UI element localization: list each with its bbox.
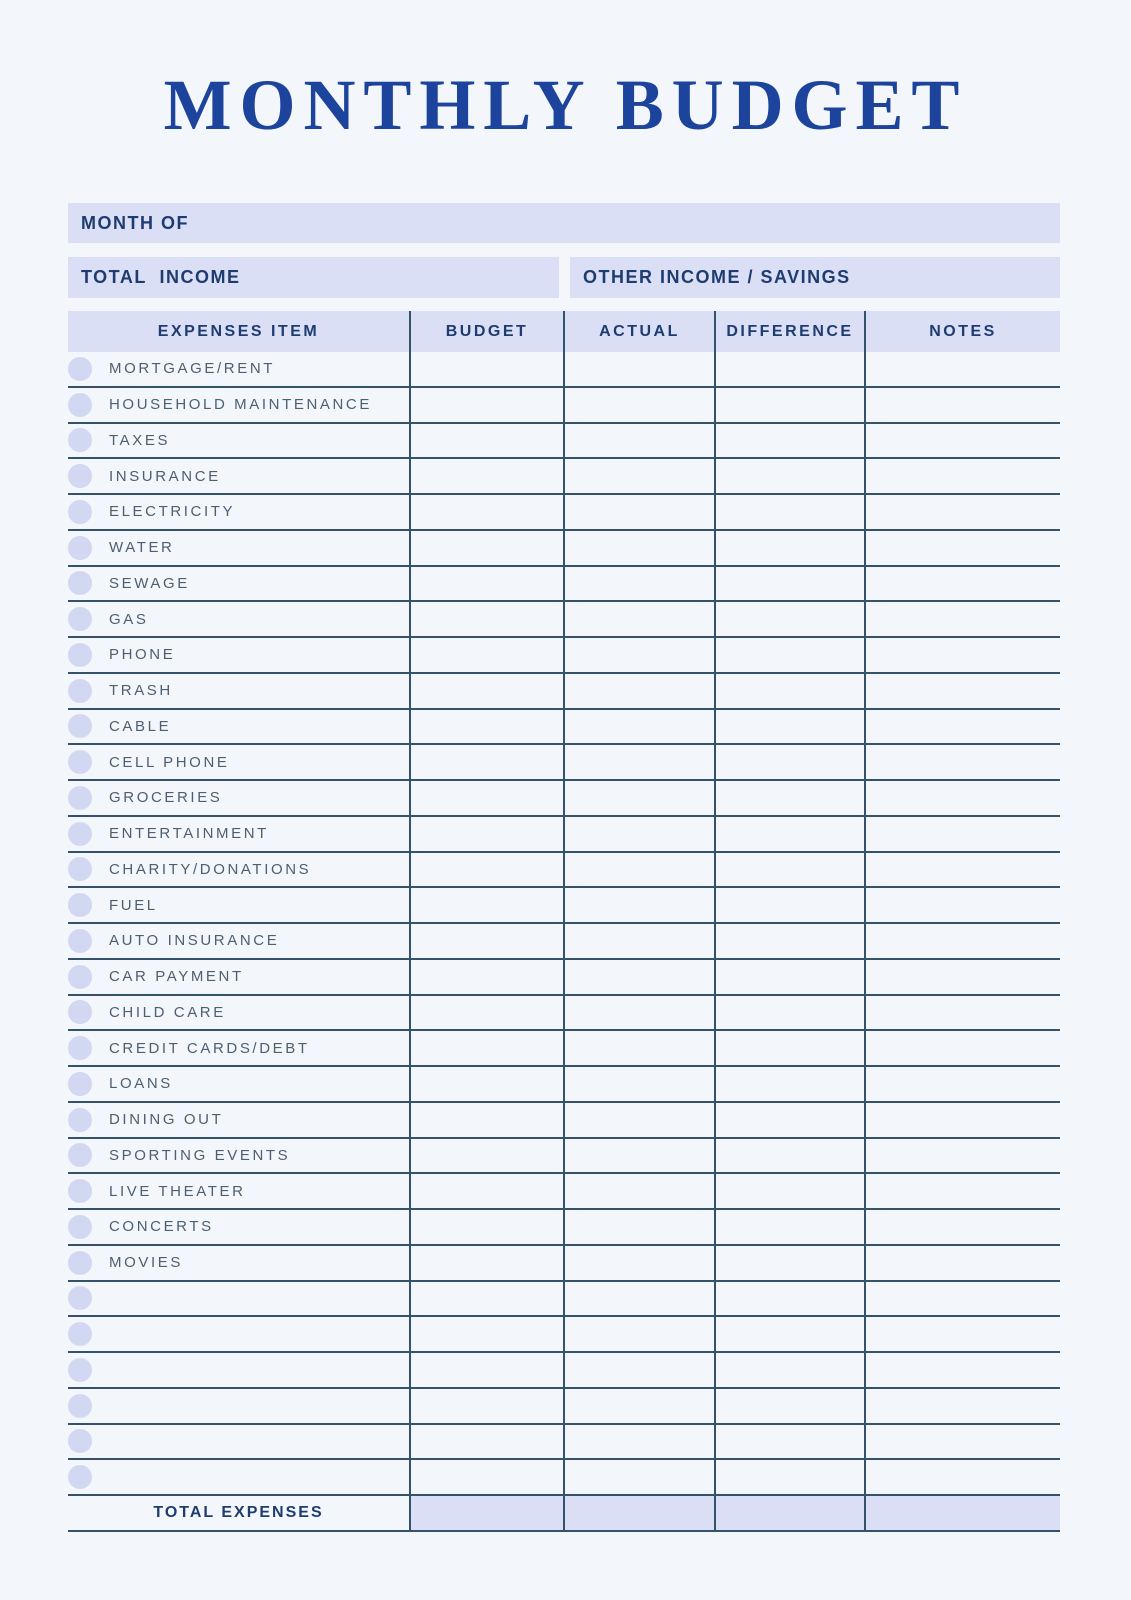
bullet-icon	[68, 929, 92, 953]
expense-item-label: CAR PAYMENT	[109, 968, 244, 986]
budget-cell	[409, 1317, 563, 1353]
bullet-icon	[68, 1143, 92, 1167]
expense-item-label: LOANS	[109, 1075, 173, 1093]
difference-cell	[714, 1103, 864, 1139]
table-row-label-cell	[68, 996, 409, 1032]
table-row-label-cell	[68, 531, 409, 567]
difference-cell	[714, 745, 864, 781]
notes-cell	[864, 817, 1060, 853]
difference-cell	[714, 638, 864, 674]
difference-cell	[714, 817, 864, 853]
budget-cell	[409, 602, 563, 638]
table-row-label-cell	[68, 781, 409, 817]
difference-cell	[714, 924, 864, 960]
notes-cell	[864, 1246, 1060, 1282]
table-row-label-cell	[68, 960, 409, 996]
notes-cell	[864, 853, 1060, 889]
expense-item-label: GAS	[109, 610, 149, 628]
other-income-savings-label: OTHER INCOME / SAVINGS	[583, 267, 851, 287]
table-row-label-cell	[68, 1389, 409, 1425]
column-header-actual: ACTUAL	[563, 311, 714, 352]
table-row-label-cell	[68, 674, 409, 710]
bullet-icon	[68, 786, 92, 810]
actual-cell	[563, 495, 714, 531]
table-row-label-cell	[68, 1425, 409, 1461]
actual-cell	[563, 1031, 714, 1067]
budget-cell	[409, 1031, 563, 1067]
budget-cell	[409, 853, 563, 889]
bullet-icon	[68, 1286, 92, 1310]
bullet-icon	[68, 1429, 92, 1453]
actual-cell	[563, 459, 714, 495]
expense-item-label: TAXES	[109, 431, 171, 449]
bullet-icon	[68, 679, 92, 703]
actual-cell	[563, 1282, 714, 1318]
actual-cell	[563, 567, 714, 603]
notes-cell	[864, 888, 1060, 924]
expense-item-label: ENTERTAINMENT	[109, 825, 269, 843]
budget-cell	[409, 1425, 563, 1461]
other-income-savings-bar	[570, 257, 1060, 298]
expense-item-label: CABLE	[109, 717, 172, 735]
expense-item-label: SPORTING EVENTS	[109, 1146, 291, 1164]
notes-cell	[864, 1353, 1060, 1389]
budget-cell	[409, 745, 563, 781]
budget-cell	[409, 388, 563, 424]
budget-cell	[409, 1103, 563, 1139]
expense-item-label: CHARITY/DONATIONS	[109, 860, 312, 878]
actual-cell	[563, 781, 714, 817]
expense-item-label: AUTO INSURANCE	[109, 932, 280, 950]
notes-cell	[864, 531, 1060, 567]
difference-cell	[714, 1317, 864, 1353]
table-row-label-cell	[68, 924, 409, 960]
budget-cell	[409, 960, 563, 996]
notes-cell	[864, 424, 1060, 460]
difference-cell	[714, 996, 864, 1032]
difference-cell	[714, 1210, 864, 1246]
budget-cell	[409, 1460, 563, 1496]
difference-cell	[714, 674, 864, 710]
table-row-label-cell	[68, 1353, 409, 1389]
actual-cell	[563, 352, 714, 388]
difference-cell	[714, 567, 864, 603]
actual-cell	[563, 674, 714, 710]
bullet-icon	[68, 1036, 92, 1060]
actual-cell	[563, 1425, 714, 1461]
table-row-label-cell	[68, 1067, 409, 1103]
expense-item-label: LIVE THEATER	[109, 1182, 246, 1200]
table-row-label-cell	[68, 817, 409, 853]
total-expenses-label: TOTAL EXPENSES	[68, 1496, 409, 1532]
table-row-label-cell	[68, 388, 409, 424]
bullet-icon	[68, 1251, 92, 1275]
notes-cell	[864, 1174, 1060, 1210]
actual-cell	[563, 531, 714, 567]
notes-cell	[864, 924, 1060, 960]
actual-cell	[563, 1103, 714, 1139]
actual-cell	[563, 638, 714, 674]
expense-item-label: WATER	[109, 539, 175, 557]
budget-cell	[409, 1282, 563, 1318]
page-title: MONTHLY BUDGET	[163, 65, 968, 145]
actual-cell	[563, 1210, 714, 1246]
notes-cell	[864, 388, 1060, 424]
expense-item-label: TRASH	[109, 682, 173, 700]
budget-cell	[409, 817, 563, 853]
budget-cell	[409, 424, 563, 460]
bullet-icon	[68, 1215, 92, 1239]
expense-item-label: CREDIT CARDS/DEBT	[109, 1039, 310, 1057]
notes-cell	[864, 781, 1060, 817]
table-row-label-cell	[68, 745, 409, 781]
notes-cell	[864, 996, 1060, 1032]
bullet-icon	[68, 1108, 92, 1132]
table-row-label-cell	[68, 638, 409, 674]
expense-item-label: HOUSEHOLD MAINTENANCE	[109, 396, 372, 414]
notes-cell	[864, 1139, 1060, 1175]
budget-cell	[409, 674, 563, 710]
bullet-icon	[68, 357, 92, 381]
actual-cell	[563, 1067, 714, 1103]
budget-cell	[409, 1139, 563, 1175]
bullet-icon	[68, 536, 92, 560]
actual-cell	[563, 1174, 714, 1210]
bullet-icon	[68, 750, 92, 774]
table-row-label-cell	[68, 1210, 409, 1246]
bullet-icon	[68, 571, 92, 595]
expense-item-label: ELECTRICITY	[109, 503, 236, 521]
expense-item-label: PHONE	[109, 646, 176, 664]
difference-cell	[714, 853, 864, 889]
notes-cell	[864, 1317, 1060, 1353]
bullet-icon	[68, 965, 92, 989]
bullet-icon	[68, 1322, 92, 1346]
table-row-label-cell	[68, 424, 409, 460]
actual-cell	[563, 924, 714, 960]
notes-cell	[864, 1460, 1060, 1496]
expense-item-label: INSURANCE	[109, 467, 221, 485]
expense-item-label: GROCERIES	[109, 789, 223, 807]
difference-cell	[714, 388, 864, 424]
table-row-label-cell	[68, 710, 409, 746]
bullet-icon	[68, 1465, 92, 1489]
column-header-budget: BUDGET	[409, 311, 563, 352]
month-of-bar	[68, 203, 1060, 243]
actual-cell	[563, 424, 714, 460]
bullet-icon	[68, 714, 92, 738]
bullet-icon	[68, 857, 92, 881]
bullet-icon	[68, 393, 92, 417]
difference-cell	[714, 888, 864, 924]
difference-cell	[714, 1389, 864, 1425]
expenses-table	[68, 311, 1060, 1532]
table-row-label-cell	[68, 1174, 409, 1210]
budget-cell	[409, 352, 563, 388]
actual-cell	[563, 817, 714, 853]
difference-cell	[714, 531, 864, 567]
table-row-label-cell	[68, 853, 409, 889]
bullet-icon	[68, 643, 92, 667]
expense-item-label: FUEL	[109, 896, 158, 914]
total-income-label: TOTAL INCOME	[81, 267, 241, 287]
difference-cell	[714, 1460, 864, 1496]
expense-item-label: CHILD CARE	[109, 1003, 226, 1021]
table-row-label-cell	[68, 602, 409, 638]
notes-cell	[864, 1282, 1060, 1318]
budget-cell	[409, 1353, 563, 1389]
notes-cell	[864, 745, 1060, 781]
bullet-icon	[68, 1358, 92, 1382]
actual-cell	[563, 1317, 714, 1353]
notes-cell	[864, 710, 1060, 746]
difference-cell	[714, 602, 864, 638]
bullet-icon	[68, 428, 92, 452]
actual-cell	[563, 960, 714, 996]
difference-cell	[714, 781, 864, 817]
actual-cell	[563, 888, 714, 924]
expense-item-label: MOVIES	[109, 1254, 183, 1272]
bullet-icon	[68, 1000, 92, 1024]
column-header-expenses-item: EXPENSES ITEM	[68, 311, 409, 352]
difference-cell	[714, 424, 864, 460]
actual-cell	[563, 745, 714, 781]
expense-item-label: CELL PHONE	[109, 753, 230, 771]
difference-cell	[714, 495, 864, 531]
actual-cell	[563, 853, 714, 889]
budget-cell	[409, 638, 563, 674]
table-row-label-cell	[68, 1139, 409, 1175]
actual-cell	[563, 602, 714, 638]
table-row-label-cell	[68, 1103, 409, 1139]
budget-cell	[409, 459, 563, 495]
bullet-icon	[68, 500, 92, 524]
notes-cell	[864, 1103, 1060, 1139]
bullet-icon	[68, 1179, 92, 1203]
notes-cell	[864, 1389, 1060, 1425]
expense-item-label: DINING OUT	[109, 1111, 224, 1129]
bullet-icon	[68, 1394, 92, 1418]
budget-cell	[409, 1246, 563, 1282]
table-row-label-cell	[68, 352, 409, 388]
table-row-label-cell	[68, 1460, 409, 1496]
total-difference-cell	[714, 1496, 864, 1532]
difference-cell	[714, 1282, 864, 1318]
bullet-icon	[68, 464, 92, 488]
difference-cell	[714, 1174, 864, 1210]
budget-cell	[409, 567, 563, 603]
bullet-icon	[68, 607, 92, 631]
budget-cell	[409, 495, 563, 531]
notes-cell	[864, 567, 1060, 603]
notes-cell	[864, 495, 1060, 531]
notes-cell	[864, 960, 1060, 996]
budget-cell	[409, 888, 563, 924]
expense-item-label: SEWAGE	[109, 574, 190, 592]
difference-cell	[714, 1139, 864, 1175]
bullet-icon	[68, 893, 92, 917]
budget-cell	[409, 710, 563, 746]
bullet-icon	[68, 822, 92, 846]
actual-cell	[563, 710, 714, 746]
actual-cell	[563, 996, 714, 1032]
actual-cell	[563, 1246, 714, 1282]
column-header-difference: DIFFERENCE	[714, 311, 864, 352]
budget-cell	[409, 1174, 563, 1210]
notes-cell	[864, 459, 1060, 495]
total-budget-cell	[409, 1496, 563, 1532]
notes-cell	[864, 1031, 1060, 1067]
actual-cell	[563, 1353, 714, 1389]
budget-cell	[409, 1210, 563, 1246]
column-header-notes: NOTES	[864, 311, 1060, 352]
expense-item-label: MORTGAGE/RENT	[109, 360, 276, 378]
notes-cell	[864, 1067, 1060, 1103]
total-notes-cell	[864, 1496, 1060, 1532]
difference-cell	[714, 960, 864, 996]
table-row-label-cell	[68, 1031, 409, 1067]
difference-cell	[714, 459, 864, 495]
notes-cell	[864, 638, 1060, 674]
budget-cell	[409, 531, 563, 567]
table-row-label-cell	[68, 459, 409, 495]
budget-cell	[409, 924, 563, 960]
actual-cell	[563, 1389, 714, 1425]
notes-cell	[864, 1425, 1060, 1461]
notes-cell	[864, 602, 1060, 638]
month-of-label: MONTH OF	[81, 212, 189, 233]
table-row-label-cell	[68, 1317, 409, 1353]
notes-cell	[864, 1210, 1060, 1246]
total-income-bar	[68, 257, 559, 298]
bullet-icon	[68, 1072, 92, 1096]
expense-item-label: CONCERTS	[109, 1218, 214, 1236]
difference-cell	[714, 352, 864, 388]
notes-cell	[864, 674, 1060, 710]
difference-cell	[714, 1353, 864, 1389]
difference-cell	[714, 1425, 864, 1461]
table-row-label-cell	[68, 495, 409, 531]
table-row-label-cell	[68, 1246, 409, 1282]
actual-cell	[563, 1139, 714, 1175]
table-row-label-cell	[68, 1282, 409, 1318]
difference-cell	[714, 1031, 864, 1067]
actual-cell	[563, 1460, 714, 1496]
difference-cell	[714, 710, 864, 746]
difference-cell	[714, 1246, 864, 1282]
table-row-label-cell	[68, 567, 409, 603]
notes-cell	[864, 352, 1060, 388]
difference-cell	[714, 1067, 864, 1103]
budget-cell	[409, 1067, 563, 1103]
budget-cell	[409, 1389, 563, 1425]
table-row-label-cell	[68, 888, 409, 924]
total-actual-cell	[563, 1496, 714, 1532]
actual-cell	[563, 388, 714, 424]
budget-cell	[409, 781, 563, 817]
budget-cell	[409, 996, 563, 1032]
